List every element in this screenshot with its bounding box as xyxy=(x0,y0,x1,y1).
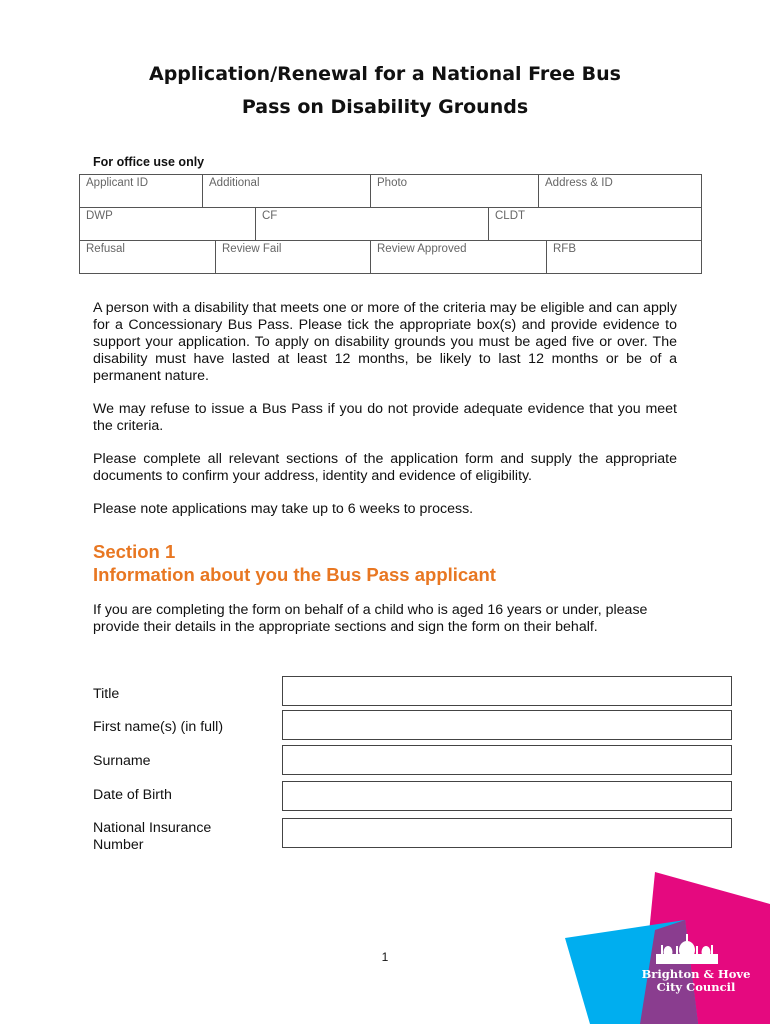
logo-text-line1: Brighton & Hove xyxy=(641,967,751,981)
date-of-birth-label: Date of Birth xyxy=(93,787,172,803)
surname-label: Surname xyxy=(93,753,151,769)
title-label: Title xyxy=(93,686,120,702)
first-names-input[interactable] xyxy=(282,710,732,740)
section-1-heading xyxy=(93,541,496,586)
brighton-hove-council-logo xyxy=(560,868,770,1024)
page-title-line1: Application/Renewal for a National Free Bus xyxy=(149,63,621,85)
office-row-3 xyxy=(80,241,701,273)
section-1-number: Section 1 xyxy=(93,541,176,562)
national-insurance-label xyxy=(93,820,211,854)
office-use-table xyxy=(79,174,702,274)
office-cell-cf[interactable]: CF xyxy=(255,208,488,240)
office-cell-review-approved[interactable]: Review Approved xyxy=(370,241,546,273)
office-row-1 xyxy=(80,175,701,208)
first-names-label: First name(s) (in full) xyxy=(93,719,224,735)
page-number: 1 xyxy=(381,950,389,964)
national-insurance-label-line1: National Insurance xyxy=(93,820,212,836)
national-insurance-label-line2: Number xyxy=(93,837,144,853)
office-cell-rfb[interactable]: RFB xyxy=(546,241,701,273)
section-1-title: Information about you the Bus Pass applicant xyxy=(93,563,496,585)
office-cell-photo[interactable]: Photo xyxy=(370,175,538,207)
office-cell-additional[interactable]: Additional xyxy=(202,175,370,207)
section-1-child-note: If you are completing the form on behalf of a child who is aged 16 years or under, please provide their details in the appropriate sections and sign the form on their behalf. xyxy=(93,602,648,635)
intro-paragraph-eligibility: A person with a disability that meets one or more of the criteria may be eligible and can apply for a Concessionary Bus Pass. Please tick the appropriate box(s) and provide evidence to support your application. To apply on disability grounds you must be aged five or over. The disability must have lasted at least 12 months, be likely to last 12 months or be of a permanent nature. xyxy=(93,300,677,384)
date-of-birth-input[interactable] xyxy=(282,781,732,811)
intro-paragraph-complete: Please complete all relevant sections of the application form and supply the appropriate documents to confirm your address, identity and evidence of eligibility. xyxy=(93,451,677,484)
office-use-label: For office use only xyxy=(93,155,205,169)
page-title xyxy=(0,58,770,124)
intro-paragraph-refusal: We may refuse to issue a Bus Pass if you do not provide adequate evidence that you meet the criteria. xyxy=(93,401,677,434)
office-cell-refusal[interactable]: Refusal xyxy=(86,243,125,255)
office-cell-address-id[interactable]: Address & ID xyxy=(538,175,701,207)
logo-text-line2: City Council xyxy=(656,980,736,994)
office-cell-review-fail[interactable]: Review Fail xyxy=(215,241,370,273)
title-input[interactable] xyxy=(282,676,732,706)
national-insurance-input[interactable] xyxy=(282,818,732,848)
office-cell-applicant-id[interactable]: Applicant ID xyxy=(86,177,149,189)
page-title-line2: Pass on Disability Grounds xyxy=(241,96,529,118)
office-cell-cldt[interactable]: CLDT xyxy=(488,208,701,240)
intro-paragraph-processing: Please note applications may take up to 6 weeks to process. xyxy=(93,501,474,517)
office-cell-dwp[interactable]: DWP xyxy=(86,210,113,222)
office-row-2 xyxy=(80,208,701,241)
surname-input[interactable] xyxy=(282,745,732,775)
